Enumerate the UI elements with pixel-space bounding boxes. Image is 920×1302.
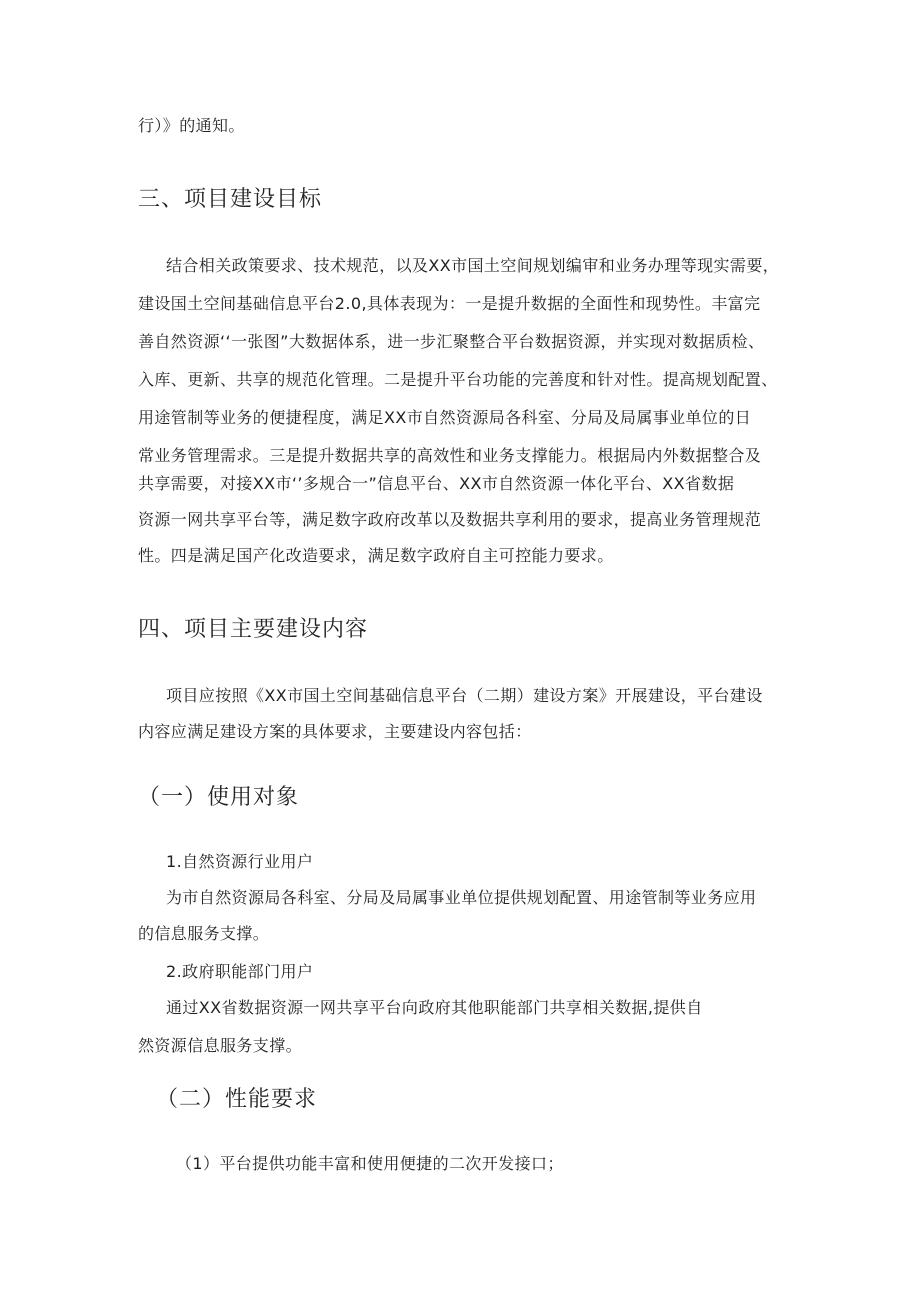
subsection-2-heading: （二）性能要求 <box>156 1087 318 1112</box>
section-3-paragraph-line: 建设国土空间基础信息平台2.0,具体表现为：一是提升数据的全面性和现势性。丰富完 <box>138 294 761 313</box>
section-4-heading: 四、项目主要建设内容 <box>138 617 369 642</box>
section-3-paragraph-line: 性。四是满足国产化改造要求，满足数字政府自主可控能力要求。 <box>138 546 614 565</box>
subsection-1-heading: （一）使用对象 <box>138 785 300 810</box>
intro-tail-text: 行）》的通知。 <box>138 116 245 135</box>
item-1-line: 的信息服务支撑。 <box>138 924 270 943</box>
item-1-title: 1.自然资源行业用户 <box>166 852 314 871</box>
item-2-line: 通过XX省数据资源一网共享平台向政府其他职能部门共享相关数据,提供自 <box>166 998 703 1017</box>
section-3-paragraph-line: 用途管制等业务的便捷程度，满足XX市自然资源局各科室、分局及局属事业单位的日 <box>138 408 752 427</box>
section-3-paragraph-line: 入库、更新、共享的规范化管理。二是提升平台功能的完善度和针对性。提高规划配置、 <box>138 370 778 389</box>
performance-item-1: （1）平台提供功能丰富和使用便捷的二次开发接口； <box>176 1154 564 1173</box>
item-1-line: 为市自然资源局各科室、分局及局属事业单位提供规划配置、用途管制等业务应用 <box>166 888 757 907</box>
section-4-paragraph-line: 项目应按照《XX市国土空间基础信息平台（二期）建设方案》开展建设，平台建设 <box>166 686 763 705</box>
section-4-paragraph-line: 内容应满足建设方案的具体要求，主要建设内容包括： <box>138 722 532 741</box>
section-3-heading: 三、项目建设目标 <box>138 187 323 212</box>
section-3-paragraph-line: 资源一网共享平台等，满足数字政府改革以及数据共享利用的要求，提高业务管理规范 <box>138 510 762 529</box>
section-3-paragraph-line: 共享需要，对接XX市‘’多规合一”信息平台、XX市自然资源一体化平台、XX省数据 <box>138 474 735 493</box>
item-2-line: 然资源信息服务支撑。 <box>138 1036 303 1055</box>
section-3-paragraph-line: 结合相关政策要求、技术规范，以及XX市国土空间规划编审和业务办理等现实需要， <box>166 256 780 275</box>
section-3-paragraph-line: 善自然资源‘‘一张图”大数据体系，进一步汇聚整合平台数据资源，并实现对数据质检、 <box>138 332 765 351</box>
section-3-paragraph-line: 常业务管理需求。三是提升数据共享的高效性和业务支撑能力。根据局内外数据整合及 <box>138 446 762 465</box>
item-2-title: 2.政府职能部门用户 <box>166 962 314 981</box>
